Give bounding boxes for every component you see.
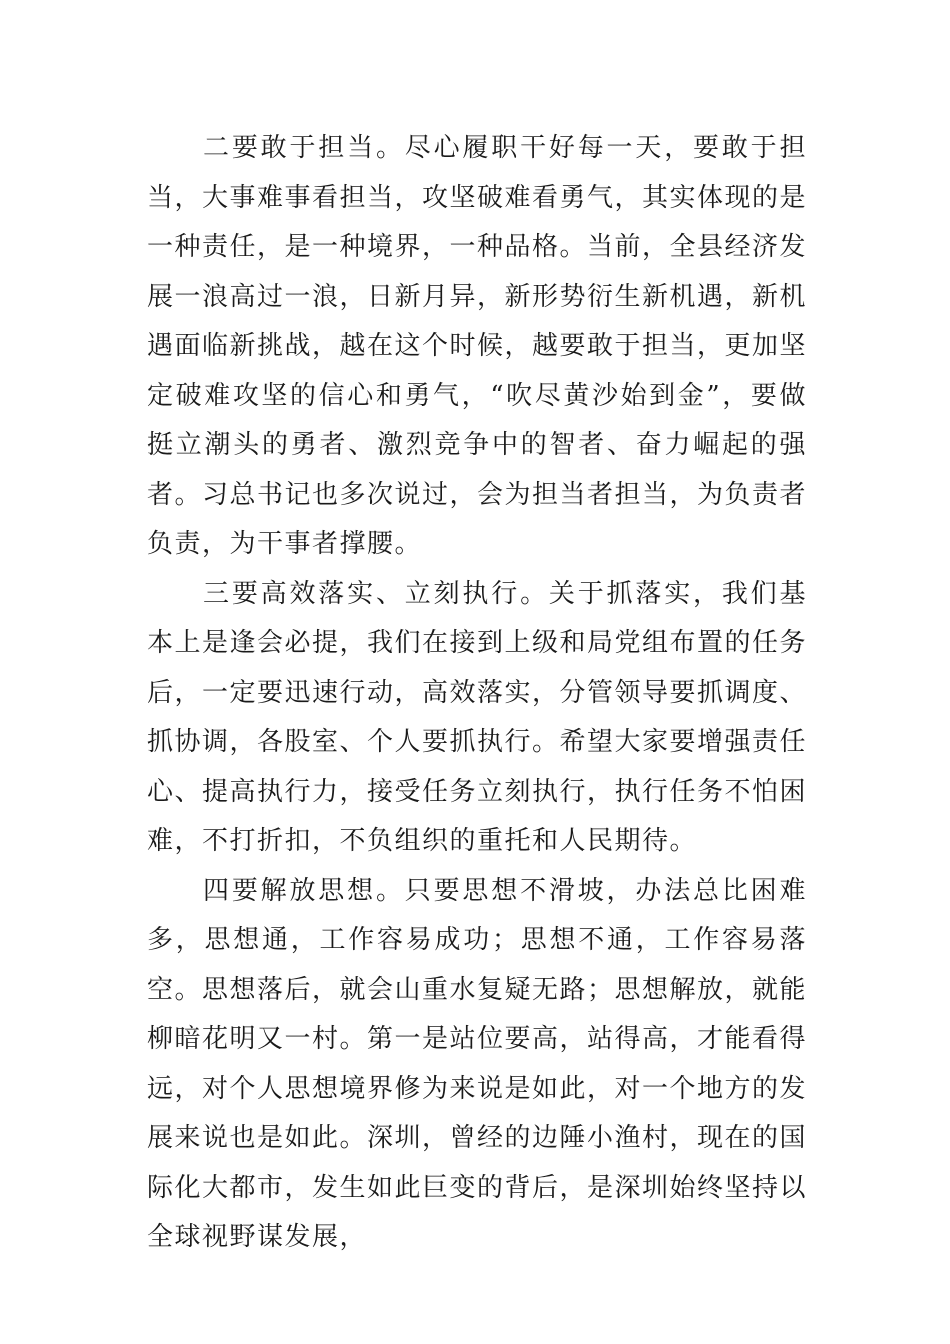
paragraph-dare-to-take-responsibility: 二要敢于担当。尽心履职干好每一天，要敢于担当，大事难事看担当，攻坚破难看勇气，其实体现的是一种责任，是一种境界，一种品格。当前，全县经济发展一浪高过一浪，日新月异，新形势衍生新机遇，新机遇面临新挑战，越在这个时候，越要敢于担当，更加坚定破难攻坚的信心和勇气，“吹尽黄沙始到金”，要做挺立潮头的勇者、激烈竞争中的智者、奋力崛起的强者。习总书记也多次说过，会为担当者担当，为负责者负责，为干事者撑腰。: [147, 133, 808, 559]
body-text: [147, 124, 807, 1263]
paragraph-efficient-implementation: 三要高效落实、立刻执行。关于抓落实，我们基本上是逢会必提，我们在接到上级和局党组布置的任务后，一定要迅速行动，高效落实，分管领导要抓调度、抓协调，各股室、个人要抓执行。希望大家要增强责任心、提高执行力，接受任务立刻执行，执行任务不怕困难，不打折扣，不负组织的重托和人民期待。: [147, 578, 808, 856]
paragraph-emancipate-the-mind: 四要解放思想。只要思想不滑坡，办法总比困难多，思想通，工作容易成功；思想不通，工作容易落空。思想落后，就会山重水复疑无路；思想解放，就能柳暗花明又一村。第一是站位要高，站得高，才能看得远，对个人思想境界修为来说是如此，对一个地方的发展来说也是如此。深圳，曾经的边陲小渔村，现在的国际化大都市，发生如此巨变的背后，是深圳始终坚持以全球视野谋发展，: [147, 875, 808, 1252]
